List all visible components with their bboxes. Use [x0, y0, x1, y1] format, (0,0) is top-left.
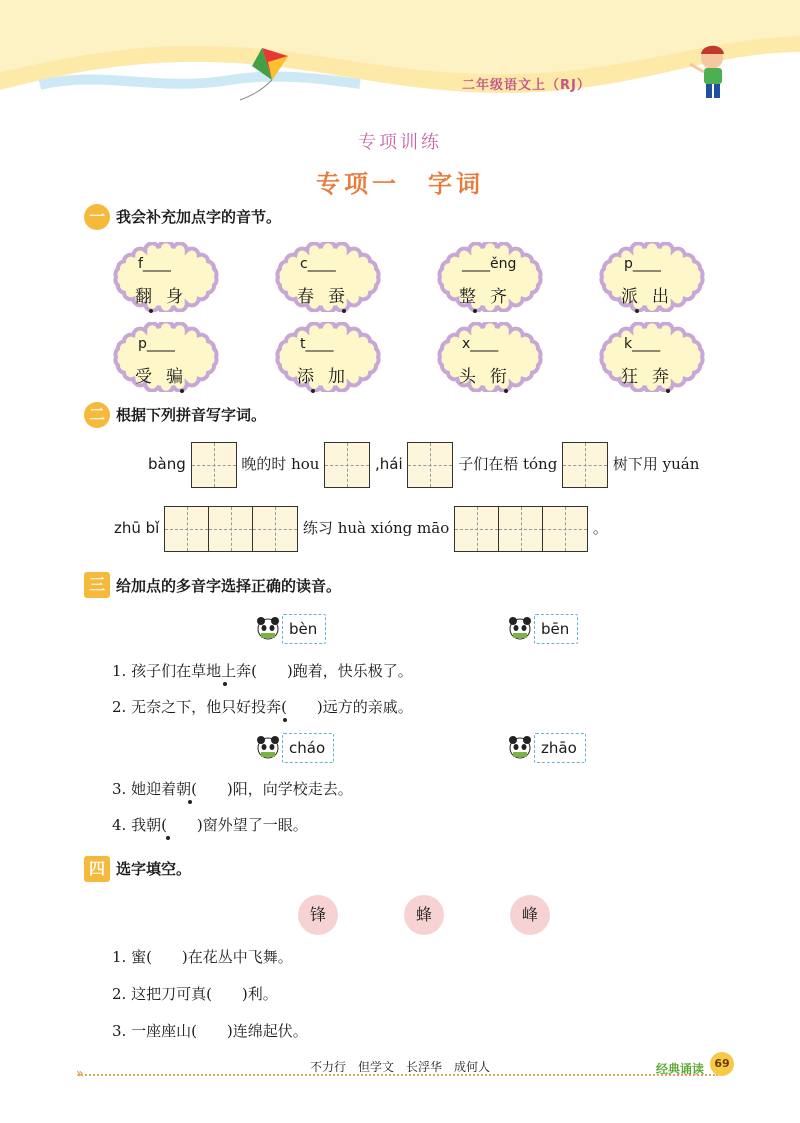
emphasis-dot — [188, 800, 192, 804]
pinyin-blank[interactable]: p____ — [138, 336, 175, 352]
pinyin-oval — [110, 322, 222, 392]
sentence-3-3: 3. 她迎着朝( )阳，向学校走去。 — [112, 780, 353, 798]
pinyin-bang: bàng — [148, 455, 186, 473]
pinyin-blank[interactable]: p____ — [624, 256, 661, 272]
question-2-number: 二 — [84, 402, 110, 428]
question-3-number: 三 — [84, 572, 110, 598]
emphasis-dot — [223, 682, 227, 686]
writing-grid[interactable] — [407, 442, 453, 488]
grade-subject-label: 二年级语文上（RJ） — [462, 78, 591, 93]
dotted-char: 派 — [621, 282, 652, 307]
pinyin-text: 练习 huà xióng māo — [302, 519, 450, 537]
pinyin-option: bèn — [282, 614, 326, 644]
dotted-char: 蚕 — [328, 282, 359, 307]
arrow-icon: » — [76, 1066, 84, 1080]
word-chars — [110, 282, 222, 307]
footer-brand: 经典诵读 — [656, 1062, 705, 1076]
panda-icon — [508, 735, 532, 759]
pinyin-blank[interactable]: x____ — [462, 336, 499, 352]
word-chars — [110, 362, 222, 387]
char-option-1[interactable]: 锋 — [298, 895, 338, 935]
header-banner — [0, 0, 800, 110]
pinyin-blank[interactable]: c____ — [300, 256, 336, 272]
lesson-title: 专项一 字词 — [316, 169, 484, 198]
sentence-4-2: 2. 这把刀可真( )利。 — [112, 985, 278, 1003]
pinyin-line-1 — [148, 441, 699, 487]
pinyin-text: 晚的时 hou — [241, 455, 320, 473]
pinyin-zhubi: zhū bǐ — [114, 519, 160, 537]
pinyin-oval — [110, 242, 222, 312]
panda-icon — [256, 616, 280, 640]
pinyin-hai: ,hái — [375, 455, 403, 473]
emphasis-dot — [283, 718, 287, 722]
word-char: 齐 — [490, 287, 521, 307]
period: 。 — [592, 519, 608, 537]
dotted-char: 衔 — [490, 362, 521, 387]
char-option-3[interactable]: 峰 — [510, 895, 550, 935]
word-char: 头 — [459, 367, 490, 387]
word-char: 春 — [297, 287, 328, 307]
pinyin-blank[interactable]: k____ — [624, 336, 661, 352]
pinyin-blank[interactable]: ____ěng — [462, 256, 517, 272]
writing-grid[interactable] — [454, 506, 588, 552]
footer-motto: 不力行 但学文 长浮华 成何人 — [309, 1060, 490, 1074]
dotted-char: 骗 — [166, 362, 197, 387]
word-chars — [434, 362, 546, 387]
sentence-3-1: 1. 孩子们在草地上奔( )跑着，快乐极了。 — [112, 662, 413, 680]
pinyin-option: cháo — [282, 733, 334, 763]
pinyin-oval — [434, 242, 546, 312]
pinyin-oval — [596, 242, 708, 312]
pinyin-blank[interactable]: t____ — [300, 336, 334, 352]
pinyin-blank[interactable]: f____ — [138, 256, 171, 272]
word-char: 受 — [135, 367, 166, 387]
emphasis-dot — [166, 836, 170, 840]
pinyin-text: 树下用 yuán — [612, 455, 700, 473]
question-4-text: 选字填空。 — [116, 860, 192, 878]
pinyin-oval — [272, 322, 384, 392]
question-1-number: 一 — [84, 204, 110, 230]
word-char: 狂 — [621, 367, 652, 387]
word-chars — [434, 282, 546, 307]
char-option-2[interactable]: 蜂 — [404, 895, 444, 935]
dotted-char: 添 — [297, 362, 328, 387]
pinyin-oval — [596, 322, 708, 392]
writing-grid[interactable] — [191, 442, 237, 488]
page-number: 69 — [710, 1052, 734, 1076]
word-chars — [596, 362, 708, 387]
section-title: 专项训练 — [358, 132, 442, 153]
sentence-4-1: 1. 蜜( )在花丛中飞舞。 — [112, 948, 293, 966]
sentence-3-4: 4. 我朝( )窗外望了一眼。 — [112, 816, 308, 834]
writing-grid[interactable] — [324, 442, 370, 488]
pinyin-oval — [272, 242, 384, 312]
sentence-4-3: 3. 一座座山( )连绵起伏。 — [112, 1022, 308, 1040]
question-2-text: 根据下列拼音写字词。 — [116, 406, 267, 424]
footer-divider — [78, 1074, 718, 1076]
question-4-number: 四 — [84, 856, 110, 882]
question-3-text: 给加点的多音字选择正确的读音。 — [116, 577, 342, 595]
pinyin-option: bēn — [534, 614, 578, 644]
dotted-char: 奔 — [652, 362, 683, 387]
word-char: 身 — [166, 287, 197, 307]
pinyin-oval — [434, 322, 546, 392]
dotted-char: 整 — [459, 282, 490, 307]
writing-grid[interactable] — [164, 506, 298, 552]
pinyin-line-2 — [114, 505, 608, 551]
word-chars — [596, 282, 708, 307]
word-chars — [272, 282, 384, 307]
word-char: 出 — [652, 287, 683, 307]
word-chars — [272, 362, 384, 387]
panda-icon — [508, 616, 532, 640]
writing-grid[interactable] — [562, 442, 608, 488]
sentence-3-2: 2. 无奈之下，他只好投奔( )远方的亲戚。 — [112, 698, 413, 716]
question-1-text: 我会补充加点字的音节。 — [116, 208, 282, 226]
pinyin-option: zhāo — [534, 733, 586, 763]
dotted-char: 翻 — [135, 282, 166, 307]
word-char: 加 — [328, 367, 359, 387]
pinyin-text: 子们在梧 tóng — [458, 455, 558, 473]
panda-icon — [256, 735, 280, 759]
